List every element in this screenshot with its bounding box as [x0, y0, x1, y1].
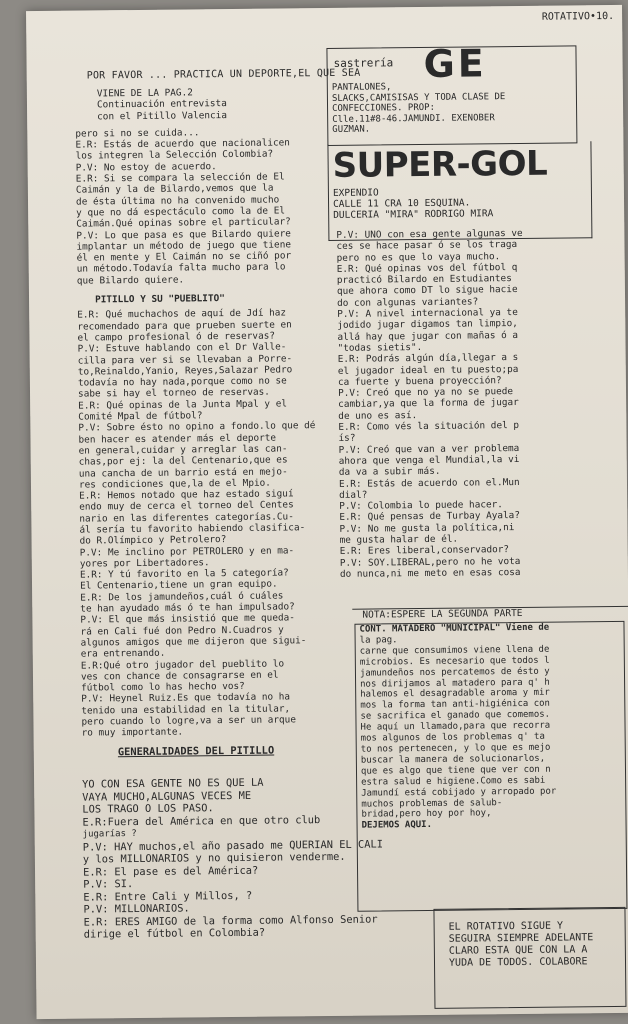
text-line: en general,cuidar y arreglar las can-: [78, 443, 288, 457]
text-line: CONT. MATADERO "MUNICIPAL" Viene de: [359, 622, 550, 635]
text-line: E.R: Qué muchachos de aquí de Jdí haz: [77, 307, 287, 321]
text-line: Caimán.Qué opinas sobre el particular?: [76, 216, 291, 230]
text-line: El Centenario,tiene un gran equipo.: [79, 578, 278, 593]
text-line: YO CON ESA GENTE NO ES QUE LA: [82, 776, 264, 791]
text-line: to nos pertenecen, y lo que es mejo: [360, 742, 551, 755]
text-line: He aquí un llamado,para que recorra: [360, 720, 551, 733]
text-line: de uno es así.: [338, 409, 418, 422]
text-line: se sacrifica el ganado que comemos.: [360, 709, 551, 722]
text-line: dirige el fútbol en Colombia?: [83, 926, 266, 941]
text-line: EL ROTATIVO SIGUE Y: [448, 920, 564, 933]
text-line: que ahora como DT lo sigue hacie: [336, 284, 518, 298]
text-line: ves con chance de consagrarse en el: [80, 669, 279, 683]
intro-line: Continuación entrevista: [96, 98, 227, 111]
ad-line: PANTALONES,: [331, 82, 392, 93]
page-number: ROTATIVO•10.: [541, 10, 615, 23]
text-line: recomendado para que prueben suerte en: [77, 318, 292, 333]
interview-part-1: [75, 125, 365, 286]
text-line: E.R: Qué opinas vos del fútbol q: [336, 261, 518, 275]
text-line: ces se hace pasar ó se los traga: [336, 239, 518, 253]
text-line: bridad,pero hoy por hoy,: [361, 808, 492, 821]
text-line: sabe si hay el torneo de reservas.: [77, 387, 270, 401]
text-line: E.R: Qué pensas de Turbay Ayala?: [339, 510, 521, 524]
text-line: YUDA DE TODOS. COLABORE: [448, 956, 588, 969]
left-column: [75, 86, 370, 769]
text-line: allá hay que jugar con mañas ó a: [337, 329, 519, 343]
text-line: P.V: Creó que no ya no se puede: [337, 386, 514, 400]
text-line: de ésta última no ha convenido mucho: [75, 194, 280, 208]
text-line: pero si no se cuida...: [75, 127, 200, 140]
text-line: Caimán y la de Bilardo,vemos que la: [75, 182, 274, 196]
box-matadero-municipal: [354, 621, 627, 912]
newspaper-page: [26, 5, 628, 1019]
text-line: todavía no hay nada,porque como no se: [77, 375, 287, 389]
ad-super-gol-logo: SUPER-GOL: [332, 143, 548, 186]
ad-store-type: sastrería: [333, 56, 394, 70]
ad-line: GUZMAN.: [332, 124, 371, 135]
text-line: do nunca,ni me meto en esas cosa: [339, 566, 521, 580]
text-line: te han ayudado más ó te han impulsado?: [80, 601, 295, 615]
text-line: P.V: No estoy de acuerdo.: [75, 160, 217, 174]
text-line: VAYA MUCHO,ALGUNAS VECES ME: [82, 789, 252, 804]
text-line: el jugador ideal en tu puesto;pa: [337, 363, 519, 377]
ad-line: CONFECCIONES. PROP:: [332, 102, 436, 114]
text-line: ro muy importante.: [81, 726, 184, 739]
text-line: chas,por ej: la del Centenario,que es: [78, 454, 288, 468]
text-line: tenido una estabilidad en la titular,: [81, 703, 291, 717]
text-line: P.V: No me gusta la política,ni: [339, 521, 515, 535]
text-line: era entrenando.: [80, 647, 166, 660]
text-line: mos algunos de los problemas q' ta: [360, 731, 545, 744]
text-line: ál sería tu favorito habiendo clasifica-: [79, 522, 306, 536]
text-line: E.R: Hemos notado que haz estado siguí: [79, 488, 294, 502]
ad-line: DULCERIA "MIRA" RODRIGO MIRA: [333, 208, 494, 221]
text-line: dial?: [339, 489, 368, 501]
text-line: nos dirijamos al matadero para q' h: [360, 677, 550, 690]
text-line: un método.Todavía falta mucho para lo: [76, 261, 286, 276]
text-line: SEGUIRA SIEMPRE ADELANTE: [448, 932, 594, 945]
text-line: E.R: El pase es del América?: [82, 864, 259, 879]
text-line: E.R: Entre Cali y Millos, ?: [83, 889, 253, 904]
text-line: da va a subir más.: [338, 466, 441, 479]
text-line: microbios. Es necesario que todos l: [359, 655, 550, 668]
text-line: jodido jugar digamos tan limpio,: [337, 318, 519, 332]
text-line: E.R: Si se compara la selección de El: [75, 171, 285, 185]
text-line: que Bilardo quiere.: [76, 274, 185, 287]
text-line: E.R: ERES AMIGO de la forma como Alfonso Senior: [83, 912, 378, 929]
text-line: practicó Bilardo en Estudiantes: [336, 273, 512, 287]
text-line: P.V: SOY.LIBERAL,pero no he vota: [339, 555, 521, 569]
text-line: to,Reinaldo,Yanio, Reyes,Salazar Pedro: [77, 364, 293, 378]
text-line: P.V: Sobre ésto no opino a fondo.lo que dé: [78, 420, 316, 434]
ad-super-gol: [327, 141, 592, 241]
text-line: P.V: MILLONARIOS.: [83, 902, 190, 916]
text-line: E.R: De los jamundeños,cuál ó cuáles: [80, 590, 284, 604]
text-line: yores por Libertadores.: [79, 557, 210, 570]
intro-line: con el Pitillo Valencia: [97, 109, 228, 122]
text-line: E.R: Eres liberal,conservador?: [339, 544, 510, 558]
text-line: la pag.: [359, 635, 398, 646]
section-title-pueblito: PITILLO Y SU "PUEBLITO": [94, 293, 225, 306]
ad-sastreria-ge: [326, 41, 577, 146]
text-line: me gusta halar de él.: [339, 533, 459, 546]
text-line: y que no dá espectáculo como la de El: [76, 205, 286, 219]
text-line: cilla para ver si se llevaban a Porre-: [77, 352, 293, 367]
text-line: E.R: Estás de acuerdo que nacionalicen: [75, 137, 290, 151]
text-line: P.V: Lo que pasa es que Bilardo quiere: [76, 227, 291, 242]
intro-block: [97, 86, 363, 123]
text-line: E.R: Estás de acuerdo con el.Mun: [338, 476, 520, 490]
text-line: jugarías ?: [82, 829, 137, 840]
ad-super-gol-text: [333, 186, 493, 221]
interview-part-2: [77, 307, 369, 739]
text-line: carne que consumimos viene llena de: [359, 644, 550, 657]
text-line: E.R:Fuera del América en que otro club: [82, 813, 321, 829]
text-line: E.R: Qué opinas de la Junta Mpal y el: [78, 398, 288, 412]
text-line: ahora que venga el Mundial,la vi: [338, 453, 520, 467]
text-line: P.V: Estuve hablando con el Dr Valle-: [77, 341, 287, 355]
text-line: P.V: SI.: [83, 878, 134, 891]
text-line: pero no es que lo vaya mucho.: [336, 250, 501, 264]
text-line: DEJEMOS AQUI.: [361, 820, 433, 831]
text-line: P.V: Creó que van a ver problema: [338, 442, 520, 456]
text-line: fútbol como lo has hecho vos?: [81, 681, 245, 694]
intro-line: VIENE DE LA PAG.2: [96, 87, 193, 100]
text-line: E.R: Podrás algún día,llegar a s: [337, 352, 519, 366]
ad-line: SLACKS,CAMISISAS Y TODA CLASE DE: [331, 91, 506, 104]
text-line: Comité Mpal de fútbol?: [78, 410, 203, 423]
right-column: [336, 227, 622, 580]
text-line: E.R:Qué otro jugador del pueblito lo: [80, 658, 285, 672]
text-line: P.V: El que más insistió que me queda-: [80, 612, 295, 626]
box-rotativo-sigue: [433, 907, 626, 1009]
nota-second-part: NOTA:ESPERE LA SEGUNDA PARTE: [352, 606, 628, 621]
text-line: P.V: Heynel Ruiz.Es que todavía no ha: [81, 691, 291, 706]
text-line: E.R: Y tú favorito en la 5 categoría?: [79, 567, 289, 581]
text-line: rá en Cali fué don Pedro N.Cuadros y: [80, 624, 284, 638]
text-line: mos la forma tan anti-higiénica con: [360, 699, 551, 712]
slogan: POR FAVOR ... PRACTICA UN DEPORTE,EL QUE SEA: [86, 67, 361, 82]
text-line: ca fuerte y buena proyección?: [337, 375, 502, 388]
text-line: res condiciones que,la de el Mpio.: [78, 477, 271, 491]
text-line: jamundeños nos percatemos de ésto y: [359, 666, 550, 679]
text-line: P.V: Colombia lo puede hacer.: [339, 499, 503, 512]
text-line: estra salud e higiene.Como es sabi: [361, 775, 546, 788]
text-line: LOS TRAGO O LOS PASO.: [82, 802, 214, 816]
text-line: do con algunas variantes?: [337, 296, 479, 309]
ad-line: Clle.11#8-46.JAMUNDI. EXENOBER: [332, 112, 495, 125]
text-line: los integren la Selección Colombia?: [75, 149, 274, 163]
text-line: buscar la manera de solucionarlos,: [360, 753, 546, 766]
text-line: él en mente y El Caimán no se ciñó por: [76, 250, 292, 264]
text-line: implantar un método de juego que tiene: [76, 239, 292, 253]
text-line: nario en las diferentes categorías.Cu-: [79, 511, 294, 525]
ad-line: CALLE 11 CRA 10 ESQUINA.: [332, 197, 471, 210]
text-line: do R.Olímpico y Petrolero?: [79, 534, 227, 547]
section-title-generalidades: GENERALIDADES DEL PITILLO: [117, 744, 275, 758]
text-line: el campo profesional ó de reservas?: [77, 330, 276, 344]
text-line: ben hacer es atender más el deporte: [78, 432, 277, 446]
text-line: P.V: UNO con esa gente algunas ve: [336, 227, 523, 241]
text-line: P.V: Me inclino por PETROLERO y en ma-: [79, 544, 295, 559]
text-line: una cancha de un barrio está en mejo-: [78, 465, 288, 480]
text-line: cambiar,ya que la forma de jugar: [338, 397, 519, 411]
text-line: halemos el desagradable aroma y mir: [360, 688, 550, 701]
text-line: ís?: [338, 433, 356, 445]
text-line: muchos problemas de salub-: [361, 797, 503, 810]
text-line: pero cuando lo logre,va a ser un arque: [81, 714, 296, 728]
text-line: E.R: Como vés la situación del p: [338, 420, 520, 433]
ad-ge-logo: GE: [423, 41, 487, 86]
ad-line: EXPENDIO: [332, 187, 379, 199]
ad-ge-text: [332, 81, 506, 135]
text-line: P.V: A nivel internacional ya te: [337, 307, 518, 320]
text-line: algunos amigos que me dijeron que sigui-: [80, 635, 307, 649]
text-line: "todas sietis".: [337, 341, 423, 354]
text-line: Jamundí está cobijado y arropado por: [361, 786, 557, 799]
text-line: que es algo que tiene que ver con n: [360, 764, 551, 777]
text-line: CLARO ESTA QUE CON LA A: [448, 944, 588, 957]
text-line: endo muy de cerca el torneo del Centes: [79, 499, 294, 513]
text-line: y los MILLONARIOS y no quisieron venderme.: [82, 850, 346, 866]
text-line: P.V: HAY muchos,el año pasado me QUERIAN EL CALI: [82, 837, 384, 854]
